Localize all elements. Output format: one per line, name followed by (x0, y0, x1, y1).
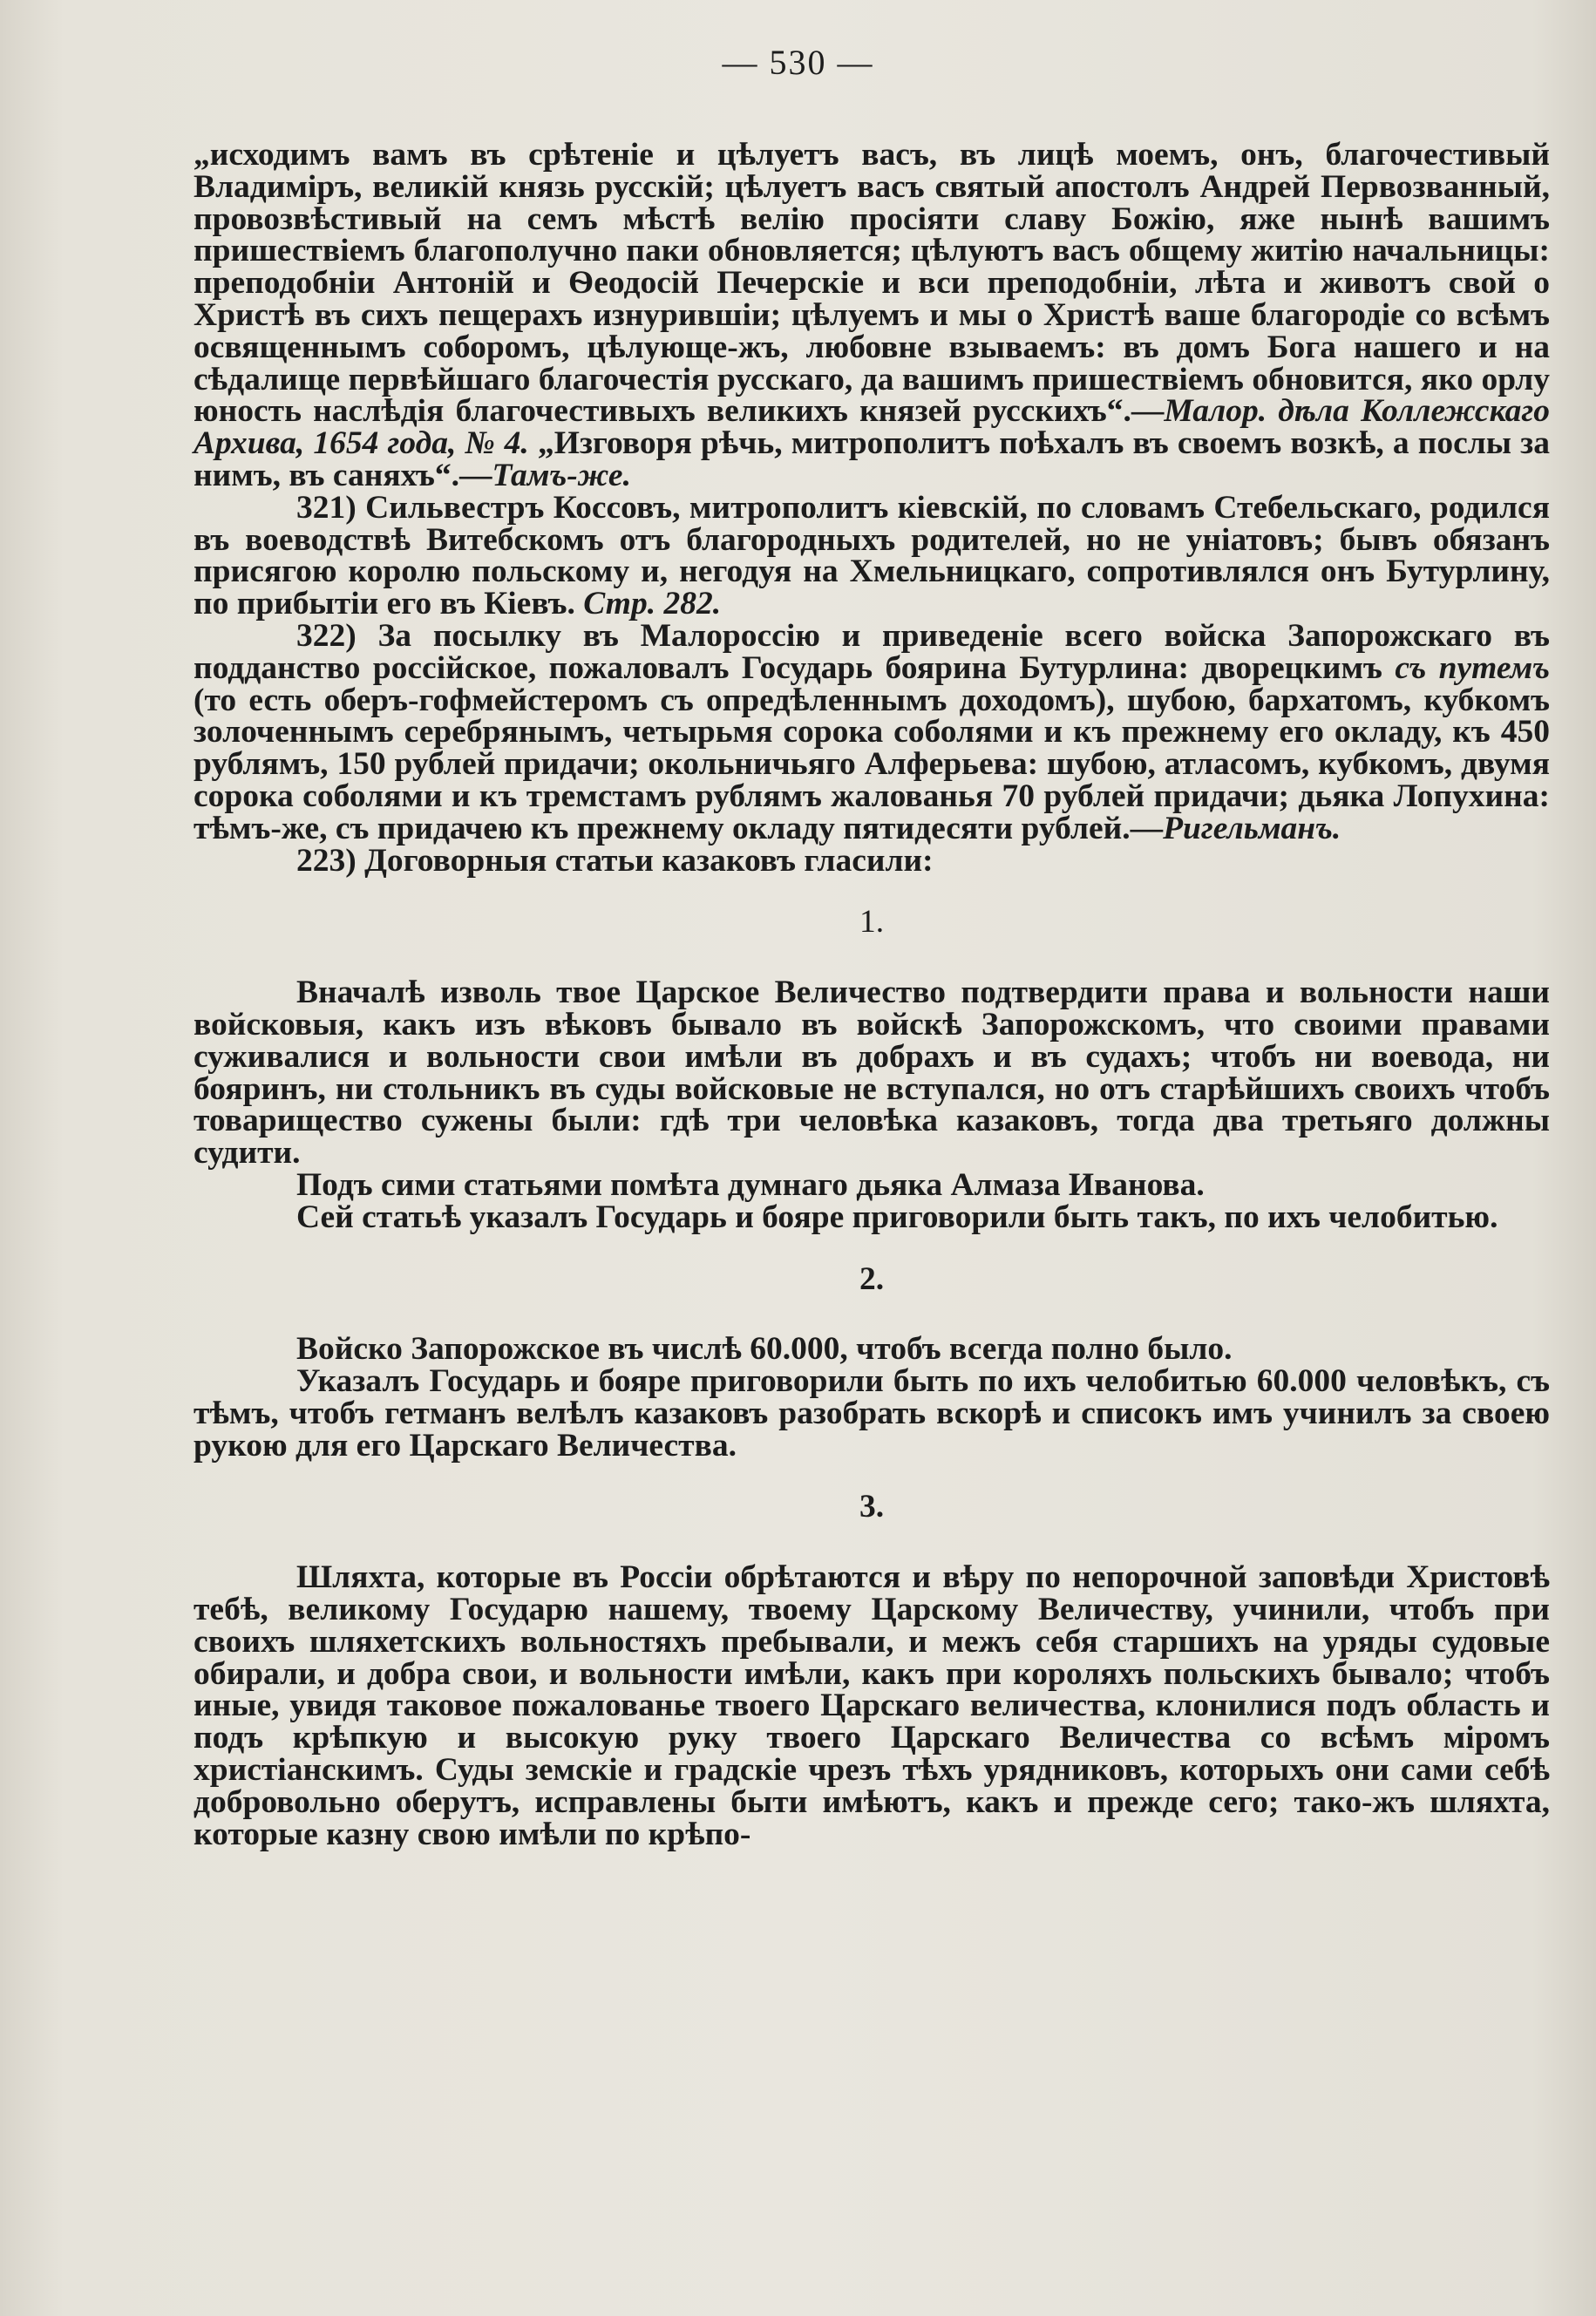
note-322-part2: (то есть оберъ-гофмейстеромъ съ опредѣленнымъ доходомъ), шубою, бархатомъ, кубкомъ золоченнымъ серебрянымъ, четырьмя сорока соболями и къ прежнему его окладу, къ 450 рублямъ, 150 рублей придачи; окольничьяго Алферьева: шубою, атласомъ, кубкомъ, двумя сорока соболями и къ тремстамъ рублямъ жалованья 70 рублей придачи; дьяка Лопухина: тѣмъ-же, съ придачею къ прежнему окладу пятидесяти рублей.— (194, 682, 1550, 846)
note-322-italic: съ путемъ (1395, 649, 1550, 686)
page-body (194, 139, 1550, 1851)
quote-paragraph (194, 139, 1550, 492)
note-321-text: 321) Сильвестръ Коссовъ, митрополитъ кіевскій, по словамъ Стебельскаго, родился въ воеводствѣ Витебскомъ отъ благородныхъ родителей, но не уніатовъ; бывъ обязанъ присягою королю польскому и, негодуя на Хмельницкаго, сопротивлялся онъ Бутурлину, по прибытіи его въ Кіевъ. (194, 489, 1550, 622)
quote-text: „исходимъ вамъ въ срѣтеніе и цѣлуетъ васъ, въ лицѣ моемъ, онъ, благочестивый Владиміръ, великій князь русскій; цѣлуетъ васъ святый апостолъ Андрей Первозванный, провозвѣстивый на семъ мѣстѣ велію просіяти славу Божію, яже нынѣ вашимъ пришествіемъ благополучно паки обновляется; цѣлуютъ васъ общему житію начальницы: преподобніи Антоній и Ѳеодосій Печерскіе и вси преподобніи, лѣта и животъ свой о Христѣ въ сихъ пещерахъ изнурившіи; цѣлуемъ и мы о Христѣ ваше благородіе со всѣмъ освященнымъ соборомъ, цѣлующе-жъ, любовне взываемъ: въ домъ Бога нашего и на сѣдалище первѣйшаго благочестія русскаго, да вашимъ пришествіемъ обновится, яко орлу юность наслѣдія благочестивыхъ великихъ князей русскихъ“.— (194, 137, 1550, 430)
article-paragraph: Шляхта, которые въ Россіи обрѣтаются и вѣру по непорочной заповѣди Христовѣ тебѣ, великому Государю нашему, твоему Царскому Величеству, учинили, чтобъ при своихъ шляхетскихъ вольностяхъ пребывали, и межъ себя старшихъ на уряды судовые обирали, и добра свои, и вольности имѣли, какъ при короляхъ польскихъ бывало; чтобъ иные, увидя таковое пожалованье твоего Царскаго величества, клонилися подъ область и подъ крѣпкую и высокую руку твоего Царскаго Величества со всѣмъ міромъ христіанскимъ. Суды земскіе и градскіе чрезъ тѣхъ урядниковъ, которыхъ они сами себѣ добровольно оберутъ, исправлены быти имѣютъ, какъ и прежде сего; тако-жъ шляхта, которые казну свою имѣли по крѣпо- (194, 1559, 1550, 1852)
note-322-part1: 322) За посылку въ Малороссію и приведеніе всего войска Запорожскаго въ подданство россійское, пожаловалъ Государь боярина Бутурлина: дворецкимъ (194, 617, 1550, 686)
article-paragraph: Войско Запорожское въ числѣ 60.000, чтобъ всегда полно было. (296, 1331, 1233, 1368)
article-number: 1. (859, 904, 885, 941)
article-paragraph: Вначалѣ изволь твое Царское Величество подтвердити права и вольности наши войсковыя, какъ изъ вѣковъ бывало въ войскѣ Запорожскомъ, что своими правами суживалися и вольности свои имѣли въ добрахъ и въ судахъ; чтобъ ни воевода, ни бояринъ, ни стольникъ въ суды войсковые не вступался, но отъ старѣйшихъ своихъ чтобъ товарищество сужены были: гдѣ три человѣка казаковъ, тогда два третьяго должны судити. (194, 975, 1550, 1172)
article-paragraph: Сей статьѣ указалъ Государь и бояре приговорили быть такъ, по ихъ челобитью. (296, 1199, 1498, 1235)
article-paragraph: Указалъ Государь и бояре приговорили быть по ихъ челобитью 60.000 человѣкъ, съ тѣмъ, чтобъ гетманъ велѣлъ казаковъ разобрать вскорѣ и списокъ имъ учинилъ за своею рукою для его Царскаго Величества. (194, 1363, 1550, 1464)
note-321 (194, 489, 1550, 622)
note-322-ref: Ригельманъ. (1163, 810, 1341, 846)
quote-source-2: Тамъ-же. (492, 457, 631, 493)
article-number: 3. (859, 1489, 885, 1525)
article-paragraph: Подъ сими статьями помѣта думнаго дьяка Алмаза Иванова. (296, 1166, 1205, 1203)
quote-continuation: „Изговоря рѣчь, митрополитъ поѣхалъ въ своемъ возкѣ, а послы за нимъ, въ саняхъ“.— (194, 425, 1550, 493)
article-number: 2. (859, 1260, 885, 1297)
quote-source: Малор. дѣла Коллежскаго Архива, 1654 года, № 4. (194, 393, 1550, 462)
note-322 (194, 617, 1550, 846)
note-321-ref: Стр. 282. (583, 586, 722, 622)
page-number: — 530 — (722, 43, 874, 82)
note-223: 223) Договорныя статьи казаковъ гласили: (296, 842, 934, 879)
